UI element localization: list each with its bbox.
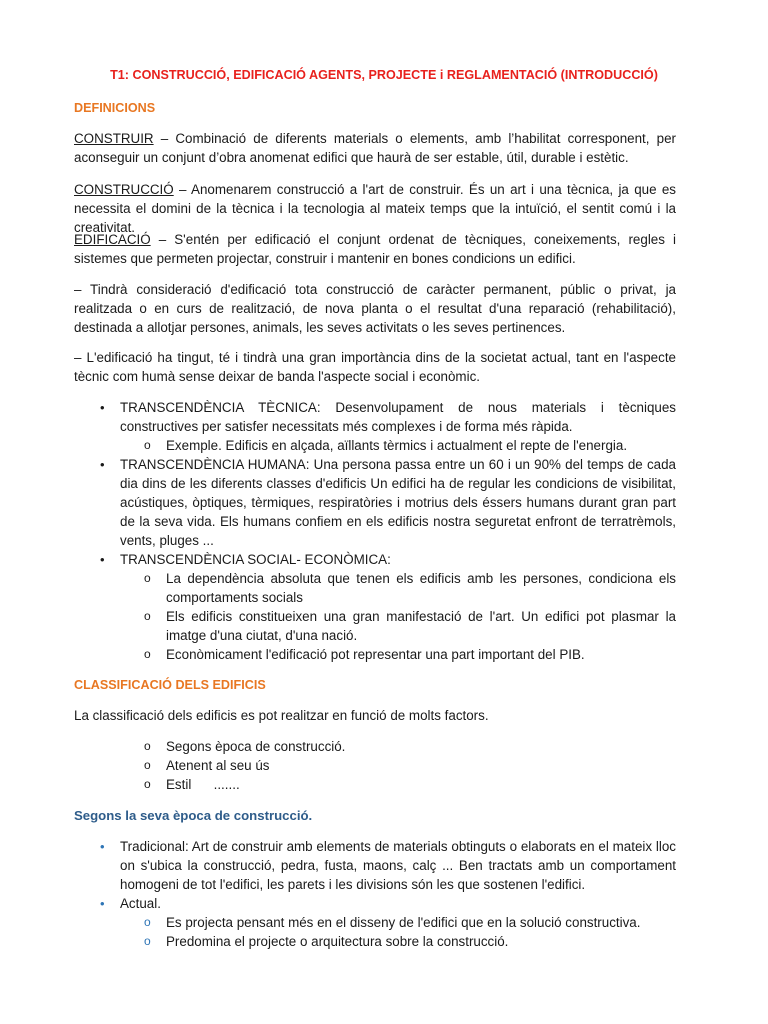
list-item-social (74, 550, 676, 664)
term-edificacio: EDIFICACIÓ (74, 232, 151, 247)
factor-item (74, 775, 676, 794)
bullet-circle: o (144, 571, 151, 585)
sub-item-text: Els edificis constitueixen una gran manifestació de l'art. Un edifici pot plasmar la imatge d'una ciutat, d'una nació. (166, 609, 676, 643)
def-edificacio (74, 230, 676, 268)
sub-item-text: Predomina el projecte o arquitectura sobre la construcció. (166, 934, 509, 949)
bullet-circle: o (144, 647, 151, 661)
def-construccio-text: – Anomenarem construcció a l'art de construir. És un art i una tècnica, ja que es necessita el domini de la tècnica i la tecnologia al mateix temps que la intuïció, el sentit comú i la creativitat. (74, 182, 676, 235)
bullet-circle: o (144, 915, 151, 929)
list-item-actual (74, 894, 676, 951)
bullet-disc: • (100, 896, 105, 911)
factor-item (74, 737, 676, 756)
def-construir (74, 129, 676, 167)
term-construccio: CONSTRUCCIÓ (74, 182, 174, 197)
heading-classificacio: CLASSIFICACIÓ DELS EDIFICIS (74, 678, 266, 692)
sub-item (74, 932, 676, 951)
list-item-text: Actual. (120, 896, 161, 911)
document-title: T1: CONSTRUCCIÓ, EDIFICACIÓ AGENTS, PROJECTE i REGLAMENTACIÓ (INTRODUCCIÓ) (110, 68, 658, 82)
factor-text: Estil ....... (166, 777, 240, 792)
para-consideracio: – Tindrà consideració d'edificació tota construcció de caràcter permanent, públic o privat, ja realitzada o en curs de realització, de nova planta o el resultat d'una reparació (rehabilitació), destinada a allotjar persones, animals, les seves activitats o les seves pertinences. (74, 282, 676, 335)
sub-item-text: Exemple. Edificis en alçada, aïllants tèrmics i actualment el repte de l'energia. (166, 438, 628, 453)
bullet-disc: • (100, 400, 105, 415)
para-importancia: – L'edificació ha tingut, té i tindrà una gran importància dins de la societat actual, tant en l'aspecte tècnic com humà sense deixar de banda l'aspecte social i econòmic. (74, 350, 676, 384)
bullet-disc: • (100, 552, 105, 567)
factor-text: Segons època de construcció. (166, 739, 346, 754)
sub-item (74, 645, 676, 664)
bullet-disc: • (100, 839, 105, 854)
list-item-tradicional (74, 837, 676, 894)
sub-item (74, 607, 676, 645)
transcendencies-list (74, 398, 676, 664)
sub-item (74, 569, 676, 607)
sub-item-text: Econòmicament l'edificació pot representar una part important del PIB. (166, 647, 585, 662)
heading-epoca: Segons la seva època de construcció. (74, 808, 313, 823)
factors-list (74, 737, 676, 794)
def-construir-text: – Combinació de diferents materials o elements, amb l’habilitat corresponent, per aconseguir un conjunt d’obra anomenat edifici que haurà de ser estable, útil, durable i estètic. (74, 131, 676, 165)
classificacio-intro: La classificació dels edificis es pot realitzar en funció de molts factors. (74, 708, 489, 723)
epoca-list (74, 837, 676, 951)
list-item-text: TRANSCENDÈNCIA TÈCNICA: Desenvolupament de nous materials i tècniques constructives per satisfer necessitats més complexes i de forma més ràpida. (120, 400, 676, 434)
heading-definicions: DEFINICIONS (74, 101, 156, 115)
def-edificacio-text: – S'entén per edificació el conjunt ordenat de tècniques, coneixements, regles i sistemes que permeten projectar, construir i mantenir en bones condicions un edifici. (74, 232, 676, 266)
sub-item (74, 913, 676, 932)
list-item-text: TRANSCENDÈNCIA HUMANA: Una persona passa entre un 60 i un 90% del temps de cada dia dins de les diferents classes d'edificis Un edifici ha de regular les condicions de visibilitat, acústiques, òptiques, tèrmiques, respiratòries i motrius dels éssers humans durant gran part de la seva vida. Els humans confiem en els edificis nostra seguretat enfront de terratrèmols, vents, pluges ... (120, 457, 676, 548)
list-item-tecnica (74, 398, 676, 455)
bullet-disc: • (100, 457, 105, 472)
bullet-circle: o (144, 777, 151, 791)
list-item-humana (74, 455, 676, 550)
factor-text: Atenent al seu ús (166, 758, 270, 773)
bullet-circle: o (144, 609, 151, 623)
def-construccio (74, 180, 676, 237)
bullet-circle: o (144, 758, 151, 772)
bullet-circle: o (144, 934, 151, 948)
factor-item (74, 756, 676, 775)
list-item-text: TRANSCENDÈNCIA SOCIAL- ECONÒMICA: (120, 552, 391, 567)
sub-item-text: La dependència absoluta que tenen els edificis amb les persones, condiciona els comportaments socials (166, 571, 676, 605)
term-construir: CONSTRUIR (74, 131, 154, 146)
sub-item (74, 436, 676, 455)
bullet-circle: o (144, 739, 151, 753)
list-item-text: Tradicional: Art de construir amb elements de materials obtinguts o elaborats en el mateix lloc on s'ubica la construcció, pedra, fusta, maons, calç ... Ben tractats amb un comportament homogeni de tot l'edifici, les parets i les divisions són les que sostenen l'edifici. (120, 839, 676, 892)
sub-item-text: Es projecta pensant més en el disseny de l'edifici que en la solució constructiva. (166, 915, 641, 930)
bullet-circle: o (144, 438, 151, 452)
